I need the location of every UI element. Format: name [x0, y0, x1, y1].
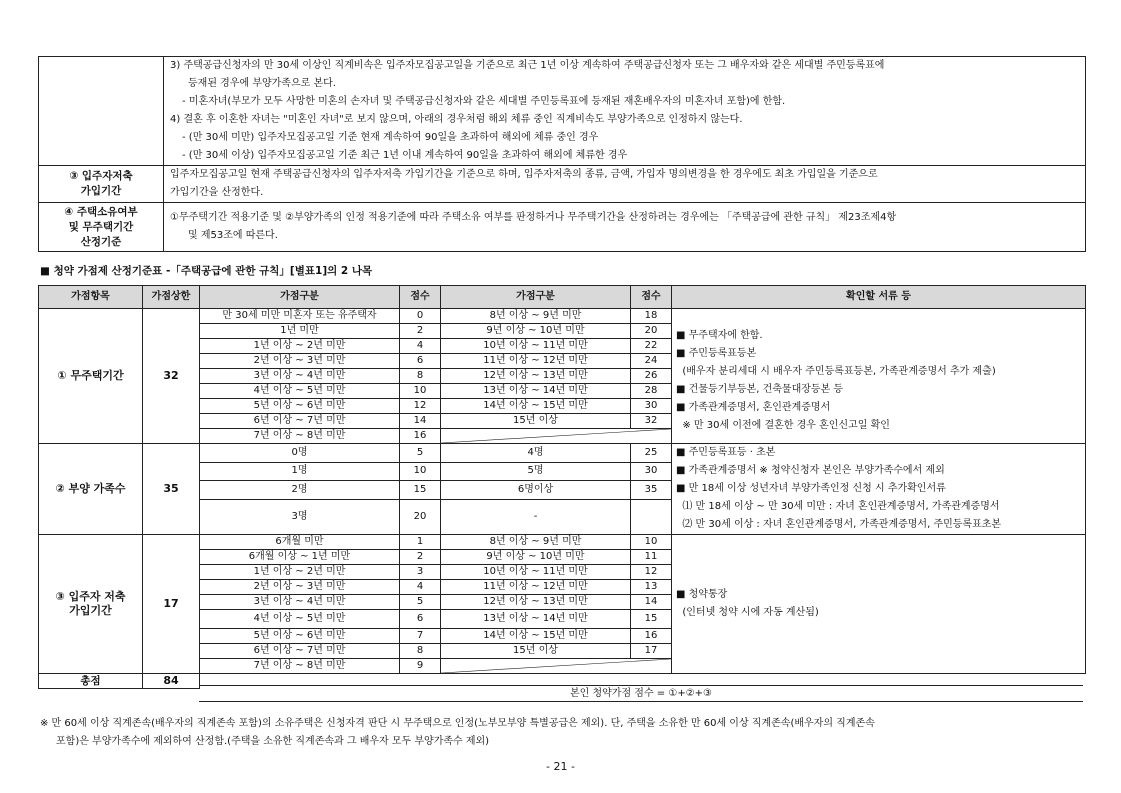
footnote-line: ※ 만 60세 이상 직계존속(배우자의 직계존속 포함)의 소유주택은 신청자격 판단 시 무주택으로 인정(노부모부양 특별공급은 제외). 단, 주택을 소유한 만 60세 이상 직계존속(배우자의 직계존속	[40, 718, 875, 729]
criteria-line: - 미혼자녀(부모가 모두 사망한 미혼의 손자녀 및 주택공급신청자와 같은 세대별 주민등록표에 등재된 재혼배우자의 미혼자녀 포함)에 한함.	[182, 96, 786, 107]
criteria-text	[164, 166, 1086, 203]
score-cell: 2	[400, 324, 441, 339]
criterion-cell: 9년 이상 ~ 10년 미만	[441, 550, 631, 565]
criteria-line: 및 제53조에 따른다.	[188, 230, 278, 241]
document-line: ※ 만 30세 이전에 결혼한 경우 혼인신고일 확인	[676, 420, 890, 431]
criterion-cell: 4년 이상 ~ 5년 미만	[200, 384, 400, 399]
criterion-cell: 14년 이상 ~ 15년 미만	[441, 399, 631, 414]
document-line: ■ 가족관계증명서 ※ 청약신청자 본인은 부양가족수에서 제외	[676, 465, 945, 476]
document-line: ■ 만 18세 이상 성년자녀 부양가족인정 신청 시 추가확인서류	[676, 483, 946, 494]
score-cell: 4	[400, 339, 441, 354]
table-row	[39, 309, 1086, 324]
criterion-cell: 5년 이상 ~ 6년 미만	[200, 399, 400, 414]
document-line: ⑴ 만 18세 이상 ~ 만 30세 미만 : 자녀 혼인관계증명서, 가족관계증명서	[676, 501, 1000, 512]
footnote-line: 포함)은 부양가족수에 제외하여 산정함.(주택을 소유한 직계존속과 그 배우자 모두 부양가족수 제외)	[56, 736, 490, 747]
criterion-cell: 1년 이상 ~ 2년 미만	[200, 339, 400, 354]
criteria-line: ①무주택기간 적용기준 및 ②부양가족의 인정 적용기준에 따라 주택소유 여부를 판정하거나 무주택기간을 산정하려는 경우에는 「주택공급에 관한 규칙」 제23조제4항	[170, 212, 897, 223]
score-cell: 20	[400, 499, 441, 534]
score-cell: 7	[400, 629, 441, 644]
empty-diagonal-cell	[441, 429, 672, 444]
score-cell: 6	[400, 610, 441, 629]
score-cell: 12	[400, 399, 441, 414]
document-line: ■ 청약통장	[676, 589, 728, 600]
criterion-cell: 5년 이상 ~ 6년 미만	[200, 629, 400, 644]
diagonal-line	[441, 659, 671, 673]
criterion-cell: 14년 이상 ~ 15년 미만	[441, 629, 631, 644]
criteria-row-savings-period	[39, 166, 1086, 203]
score-cell: 8	[400, 644, 441, 659]
table-row	[39, 535, 1086, 550]
criterion-cell: 11년 이상 ~ 12년 미만	[441, 354, 631, 369]
score-cell: 14	[631, 595, 672, 610]
criterion-cell: 1명	[200, 462, 400, 481]
score-cell: 8	[400, 369, 441, 384]
header-cell: 가점상한	[143, 286, 200, 309]
criterion-cell: 6년 이상 ~ 7년 미만	[200, 644, 400, 659]
criteria-line: 4) 결혼 후 이혼한 자녀는 "미혼인 자녀"로 보지 않으며, 아래의 경우처럼 해외 체류 중인 직계비속도 부양가족으로 인정하지 않는다.	[170, 114, 743, 125]
criterion-cell: 5명	[441, 462, 631, 481]
category-cell: ② 부양 가족수	[39, 444, 143, 535]
score-cell: 26	[631, 369, 672, 384]
score-cell: 16	[400, 429, 441, 444]
document-line: ■ 건물등기부등본, 건축물대장등본 등	[676, 384, 844, 395]
score-cell: 10	[400, 384, 441, 399]
criterion-cell: 15년 이상	[441, 644, 631, 659]
score-cell: 20	[631, 324, 672, 339]
document-line: ■ 무주택자에 한함.	[676, 330, 763, 341]
criteria-continuation-table	[38, 56, 1086, 252]
score-cell: 10	[400, 462, 441, 481]
criterion-cell: 3년 이상 ~ 4년 미만	[200, 595, 400, 610]
score-cell: 22	[631, 339, 672, 354]
score-cell: 10	[631, 535, 672, 550]
score-formula: 본인 청약가점 점수 = ①+②+③	[199, 685, 1083, 702]
criterion-cell: 10년 이상 ~ 11년 미만	[441, 565, 631, 580]
criterion-cell: 3년 이상 ~ 4년 미만	[200, 369, 400, 384]
criteria-text	[164, 203, 1086, 252]
footnote	[40, 715, 1090, 751]
table-row	[39, 444, 1086, 463]
score-cell: 4	[400, 580, 441, 595]
score-cell: 5	[400, 595, 441, 610]
criterion-cell: 10년 이상 ~ 11년 미만	[441, 339, 631, 354]
criterion-cell: 2년 이상 ~ 3년 미만	[200, 354, 400, 369]
criteria-label-text: ③ 입주자저축 가입기간	[69, 170, 133, 197]
score-cell: 5	[400, 444, 441, 463]
empty-diagonal-cell	[441, 659, 672, 674]
criterion-cell: 6개월 이상 ~ 1년 미만	[200, 550, 400, 565]
criteria-text	[164, 57, 1086, 166]
criterion-cell: 11년 이상 ~ 12년 미만	[441, 580, 631, 595]
criterion-cell: 4명	[441, 444, 631, 463]
score-cell: 28	[631, 384, 672, 399]
criterion-cell: 0명	[200, 444, 400, 463]
score-cell: 30	[631, 399, 672, 414]
category-label: ③ 입주자 저축 가입기간	[55, 590, 126, 617]
criterion-cell: -	[441, 499, 631, 534]
criterion-cell: 1년 이상 ~ 2년 미만	[200, 565, 400, 580]
criteria-label	[39, 57, 164, 166]
criterion-cell: 6명이상	[441, 481, 631, 500]
score-cell: 9	[400, 659, 441, 674]
score-cell: 16	[631, 629, 672, 644]
document-line: ■ 가족관계증명서, 혼인관계증명서	[676, 402, 831, 413]
score-criteria-table	[38, 285, 1086, 689]
document-line: ■ 주민등록표등 · 초본	[676, 447, 776, 458]
documents-cell	[672, 444, 1086, 535]
score-cell: 35	[631, 481, 672, 500]
criteria-line: 입주자모집공고일 현재 주택공급신청자의 입주자저축 가입기간을 기준으로 하며, 입주자저축의 종류, 금액, 가입자 명의변경을 한 경우에도 최초 가입일을 기준으로	[170, 169, 878, 180]
criterion-cell: 12년 이상 ~ 13년 미만	[441, 595, 631, 610]
document-line: ⑵ 만 30세 이상 : 자녀 혼인관계증명서, 가족관계증명서, 주민등록표초본	[676, 519, 1002, 530]
criterion-cell: 3명	[200, 499, 400, 534]
score-cell: 17	[631, 644, 672, 659]
max-score-cell: 32	[143, 309, 200, 444]
category-cell	[39, 535, 143, 674]
score-cell: 18	[631, 309, 672, 324]
score-cell: 1	[400, 535, 441, 550]
criteria-row-dependents-cont	[39, 57, 1086, 166]
section-title: ■ 청약 가점제 산정기준표 -「주택공급에 관한 규칙」[별표1]의 2 나목	[40, 265, 373, 277]
criterion-cell: 2명	[200, 481, 400, 500]
documents-cell	[672, 309, 1086, 444]
score-cell: 15	[400, 481, 441, 500]
header-row	[39, 286, 1086, 309]
max-score-cell: 17	[143, 535, 200, 674]
document-line: (배우자 분리세대 시 배우자 주민등록표등본, 가족관계증명서 추가 제출)	[676, 366, 996, 377]
criterion-cell: 9년 이상 ~ 10년 미만	[441, 324, 631, 339]
criteria-line: 가입기간을 산정한다.	[170, 187, 264, 198]
header-cell: 점수	[631, 286, 672, 309]
criteria-line: - (만 30세 이상) 입주자모집공고일 기준 최근 1년 이내 계속하여 90일을 초과하여 해외에 체류한 경우	[182, 150, 628, 161]
score-cell: 2	[400, 550, 441, 565]
score-cell: 32	[631, 414, 672, 429]
criteria-label-text: ④ 주택소유여부 및 무주택기간 산정기준	[64, 205, 138, 248]
criterion-cell: 4년 이상 ~ 5년 미만	[200, 610, 400, 629]
score-cell: 14	[400, 414, 441, 429]
criteria-line: 등재된 경우에 부양가족으로 본다.	[188, 78, 336, 89]
header-cell: 가점구분	[200, 286, 400, 309]
criterion-cell: 7년 이상 ~ 8년 미만	[200, 429, 400, 444]
category-cell: ① 무주택기간	[39, 309, 143, 444]
score-cell: 30	[631, 462, 672, 481]
score-cell: 12	[631, 565, 672, 580]
criterion-cell: 6개월 미만	[200, 535, 400, 550]
score-cell: 0	[400, 309, 441, 324]
total-label: 총점	[39, 674, 143, 689]
criteria-label	[39, 166, 164, 203]
score-cell: 3	[400, 565, 441, 580]
criterion-cell: 13년 이상 ~ 14년 미만	[441, 610, 631, 629]
criteria-line: - (만 30세 미만) 입주자모집공고일 기준 현재 계속하여 90일을 초과하여 해외에 체류 중인 경우	[182, 132, 599, 143]
total-value: 84	[143, 674, 200, 689]
score-cell	[631, 499, 672, 534]
criterion-cell: 7년 이상 ~ 8년 미만	[200, 659, 400, 674]
criterion-cell: 13년 이상 ~ 14년 미만	[441, 384, 631, 399]
page-number: - 21 -	[546, 760, 575, 773]
criteria-line: 3) 주택공급신청자의 만 30세 이상인 직계비속은 입주자모집공고일을 기준으로 최근 1년 이상 계속하여 주택공급신청자 또는 그 배우자와 같은 세대별 주민등록표에	[170, 60, 885, 71]
criterion-cell: 15년 이상	[441, 414, 631, 429]
criteria-label	[39, 203, 164, 252]
diagonal-line	[441, 429, 671, 443]
criterion-cell: 8년 이상 ~ 9년 미만	[441, 535, 631, 550]
score-cell: 6	[400, 354, 441, 369]
documents-cell	[672, 535, 1086, 674]
criterion-cell: 1년 미만	[200, 324, 400, 339]
score-cell: 11	[631, 550, 672, 565]
criterion-cell: 12년 이상 ~ 13년 미만	[441, 369, 631, 384]
score-cell: 24	[631, 354, 672, 369]
criterion-cell: 6년 이상 ~ 7년 미만	[200, 414, 400, 429]
score-cell: 25	[631, 444, 672, 463]
header-cell: 가점구분	[441, 286, 631, 309]
header-cell: 확인할 서류 등	[672, 286, 1086, 309]
max-score-cell: 35	[143, 444, 200, 535]
header-cell: 가점항목	[39, 286, 143, 309]
criteria-row-homeownership	[39, 203, 1086, 252]
document-line: (인터넷 청약 시에 자동 계산됨)	[676, 607, 819, 618]
score-cell: 15	[631, 610, 672, 629]
document-line: ■ 주민등록표등본	[676, 348, 757, 359]
criterion-cell: 8년 이상 ~ 9년 미만	[441, 309, 631, 324]
criterion-cell: 만 30세 미만 미혼자 또는 유주택자	[200, 309, 400, 324]
score-cell: 13	[631, 580, 672, 595]
criterion-cell: 2년 이상 ~ 3년 미만	[200, 580, 400, 595]
header-cell: 점수	[400, 286, 441, 309]
